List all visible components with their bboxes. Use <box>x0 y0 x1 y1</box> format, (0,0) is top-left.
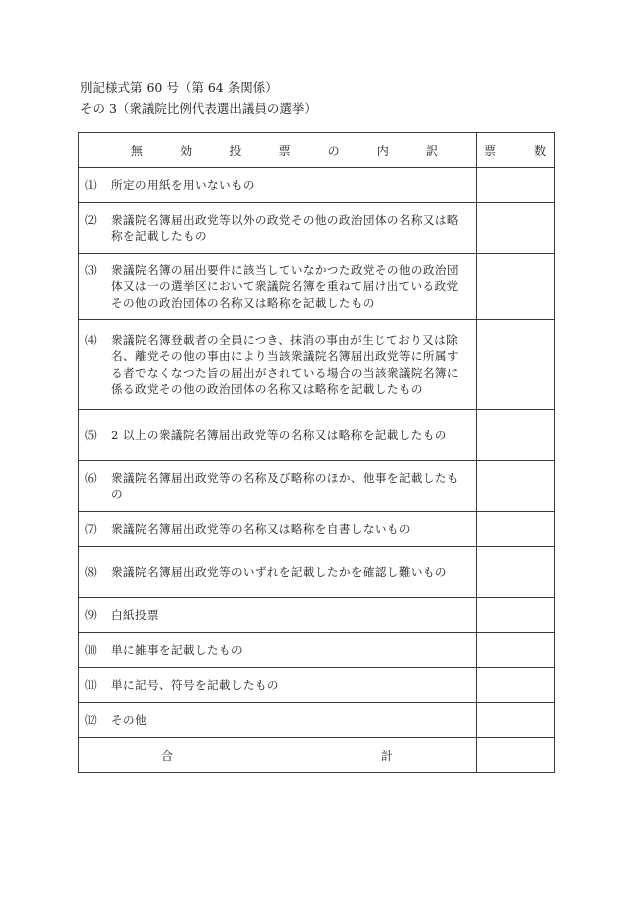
table-row <box>79 410 555 461</box>
row-number: ⑾ <box>85 677 97 692</box>
table-row <box>79 254 555 320</box>
row-description: 白紙投票 <box>111 607 159 622</box>
row-number: ⑷ <box>85 332 97 347</box>
header-char: 無 <box>131 143 144 158</box>
table-row <box>79 703 555 738</box>
votes-cell[interactable] <box>477 598 555 633</box>
row-number: ⑵ <box>85 212 97 227</box>
row-number: ⑺ <box>85 521 97 536</box>
row-description: その他 <box>111 712 147 727</box>
total-row <box>79 738 555 773</box>
header-char: 票 <box>278 143 291 158</box>
row-description: 2 以上の衆議院名簿届出政党等の名称又は略称を記載したもの <box>111 427 447 442</box>
breakdown-header-cell <box>79 133 477 168</box>
table-row <box>79 547 555 598</box>
table-row <box>79 461 555 512</box>
row-number: ⑶ <box>85 262 97 277</box>
total-char: 計 <box>380 748 393 763</box>
form-number-heading: 別記様式第 60 号（第 64 条関係） <box>80 80 278 95</box>
votes-cell[interactable] <box>477 512 555 547</box>
votes-cell[interactable] <box>477 461 555 512</box>
votes-cell[interactable] <box>477 254 555 320</box>
votes-cell[interactable] <box>477 668 555 703</box>
row-number: ⑻ <box>85 564 97 579</box>
total-char: 合 <box>161 748 174 763</box>
votes-cell[interactable] <box>477 547 555 598</box>
header-char: 効 <box>180 143 193 158</box>
votes-cell[interactable] <box>477 168 555 203</box>
votes-header-cell <box>477 133 555 168</box>
row-number: ⑽ <box>85 642 97 657</box>
row-number: ⑼ <box>85 607 97 622</box>
invalid-votes-table <box>78 132 555 773</box>
row-description: 衆議院名簿届出政党等の名称又は略称を自書しないもの <box>111 521 411 536</box>
row-description: 衆議院名簿登載者の全員につき、抹消の事由が生じており又は除名、離党その他の事由により当該衆議院名簿届出政党等に所属する者でなくなつた旨の届出がされている場合の当該衆議院名簿に係る政党その他の政治団体の名称又は略称を記載したもの <box>111 332 459 396</box>
table-row <box>79 633 555 668</box>
table-row <box>79 320 555 410</box>
votes-cell[interactable] <box>477 703 555 738</box>
header-char: 内 <box>376 143 389 158</box>
row-description: 衆議院名簿届出政党等のいずれを記載したかを確認し難いもの <box>111 564 447 579</box>
row-number: ⑿ <box>85 712 97 727</box>
total-votes-cell[interactable] <box>477 738 555 773</box>
header-char: 投 <box>229 143 242 158</box>
form-subtitle: その 3（衆議院比例代表選出議員の選挙） <box>80 101 317 116</box>
votes-header-char: 票 <box>484 143 497 158</box>
row-description: 衆議院名簿届出政党等以外の政党その他の政治団体の名称又は略称を記載したもの <box>111 212 459 243</box>
table-row <box>79 203 555 254</box>
header-char: の <box>327 143 340 158</box>
votes-cell[interactable] <box>477 410 555 461</box>
row-number: ⑹ <box>85 470 97 485</box>
row-description: 衆議院名簿届出政党等の名称及び略称のほか、他事を記載したもの <box>111 470 459 501</box>
total-label-cell <box>79 738 477 773</box>
votes-header-char: 数 <box>533 143 546 158</box>
table-row <box>79 168 555 203</box>
row-description: 衆議院名簿の届出要件に該当していなかつた政党その他の政治団体又は一の選挙区において衆議院名簿を重ねて届け出ている政党その他の政治団体の名称又は略称を記載したもの <box>111 262 459 310</box>
row-number: ⑴ <box>85 177 97 192</box>
row-description: 所定の用紙を用いないもの <box>111 177 255 192</box>
table-header-row <box>79 133 555 168</box>
votes-cell[interactable] <box>477 203 555 254</box>
row-description: 単に記号、符号を記載したもの <box>111 677 279 692</box>
table-row <box>79 512 555 547</box>
votes-cell[interactable] <box>477 320 555 410</box>
votes-cell[interactable] <box>477 633 555 668</box>
header-char: 訳 <box>425 143 438 158</box>
row-description: 単に雑事を記載したもの <box>111 642 243 657</box>
row-number: ⑸ <box>85 427 97 442</box>
table-row <box>79 668 555 703</box>
table-row <box>79 598 555 633</box>
